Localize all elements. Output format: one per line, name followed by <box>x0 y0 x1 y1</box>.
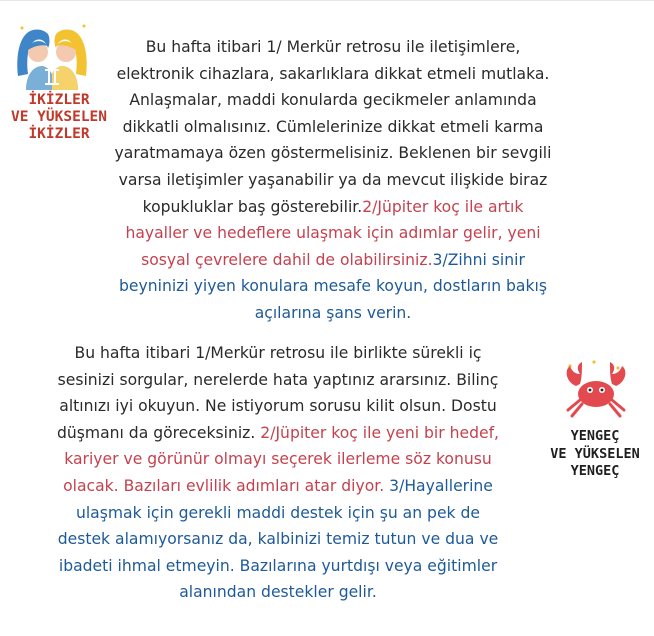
gemini-text-segment: 2/Jüpiter koç ile artık <box>362 197 524 216</box>
gemini-text-segment: elektronik cihazlara, sakarlıklara dikkat etmeli mutlaka. <box>116 64 550 83</box>
cancer-text-segment: sesinizi sorgular, nerelerde hata yaptınız ararsınız. Bilinç <box>57 370 499 389</box>
gemini-text-line <box>96 273 570 300</box>
gemini-text-line <box>96 247 570 274</box>
cancer-text-segment: düşmanı da göreceksiniz. <box>56 423 256 442</box>
cancer-text-segment: alanından destekler gelir. <box>179 583 377 602</box>
gemini-text-segment: Anlaşmalar, maddi konularda gecikmeler anlamında <box>129 91 537 110</box>
gemini-text-line <box>96 61 570 88</box>
cancer-text-segment: olacak. Bazıları evlilik adımları atar diyor. <box>63 476 385 495</box>
cancer-text-line <box>22 553 534 580</box>
gemini-text-line <box>96 87 570 114</box>
gemini-text-line <box>96 167 570 194</box>
gemini-text-line <box>96 300 570 327</box>
gemini-text-segment: hayaller ve hedeflere ulaşmak için adımlar gelir, yeni <box>125 224 541 243</box>
gemini-text-line <box>96 34 570 61</box>
cancer-text-line <box>22 367 534 394</box>
cancer-text-line <box>22 420 534 447</box>
gemini-label-line-3: İKİZLER <box>28 126 90 142</box>
cancer-horoscope-text <box>22 340 534 606</box>
gemini-text-line <box>96 140 570 167</box>
cancer-text-segment: altınızı iyi okuyun. Ne istiyorum sorusu kilit olsun. Dostu <box>59 397 497 416</box>
cancer-label-line-2: VE YÜKSELEN <box>550 445 640 462</box>
cancer-sign-label <box>533 428 654 481</box>
gemini-text-line <box>96 194 570 221</box>
cancer-label-line-1: YENGEÇ <box>570 428 620 444</box>
gemini-text-segment: yaratmamaya özen göstermelisiniz. Beklenen bir sevgili <box>114 144 552 163</box>
gemini-text-segment: sosyal çevrelere dahil de olabilirsiniz. <box>141 250 433 269</box>
gemini-text-segment: açılarına şans verin. <box>254 303 412 322</box>
gemini-text-segment: varsa iletişimler yaşanabilir ya da mevcut ilişkide biraz <box>118 170 548 189</box>
cancer-label-line-3: YENGEÇ <box>570 463 620 479</box>
cancer-text-segment: ulaşmak için gerekli maddi destek için şu an pek de <box>75 503 481 522</box>
gemini-horoscope-text <box>96 34 570 327</box>
cancer-text-line <box>22 393 534 420</box>
cancer-text-segment: ibadeti ihmal etmeyin. Bazılarına yurtdışı veya eğitimler <box>58 556 498 575</box>
cancer-text-line <box>22 579 534 606</box>
cancer-text-segment: 3/Hayallerine <box>384 476 493 495</box>
cancer-text-segment: destek alamıyorsanız da, kalbinizi temiz tutun ve dua ve <box>57 530 499 549</box>
gemini-text-segment: kopukluklar baş gösterebilir. <box>142 197 363 216</box>
gemini-text-segment: 3/Zihni sinir <box>432 250 525 269</box>
gemini-text-line <box>96 220 570 247</box>
gemini-text-segment: dikkatli olmalısınız. Cümlelerinize dikkat etmeli karma <box>122 117 544 136</box>
cancer-text-line <box>22 526 534 553</box>
crab-icon <box>558 356 634 426</box>
cancer-text-line <box>22 473 534 500</box>
cancer-text-segment: kariyer ve görünür olmayı seçerek ilerleme söz konusu <box>64 450 492 469</box>
cancer-text-line <box>22 446 534 473</box>
gemini-label-line-2: VE YÜKSELEN <box>10 109 108 125</box>
top-divider <box>0 0 654 1</box>
gemini-label-line-1: İKİZLER <box>28 92 90 108</box>
cancer-text-line <box>22 340 534 367</box>
cancer-text-segment: 2/Jüpiter koç ile yeni bir hedef, <box>255 423 500 442</box>
gemini-text-segment: Bu hafta itibari 1/ Merkür retrosu ile iletişimlere, <box>145 38 521 56</box>
cancer-text-line <box>22 500 534 527</box>
cancer-text-segment: Bu hafta itibari 1/Merkür retrosu ile birlikte sürekli iç <box>74 344 482 362</box>
gemini-text-segment: beyninizi yiyen konulara mesafe koyun, dostların bakış <box>119 277 547 296</box>
gemini-text-line <box>96 114 570 141</box>
gemini-twins-icon <box>12 20 92 90</box>
